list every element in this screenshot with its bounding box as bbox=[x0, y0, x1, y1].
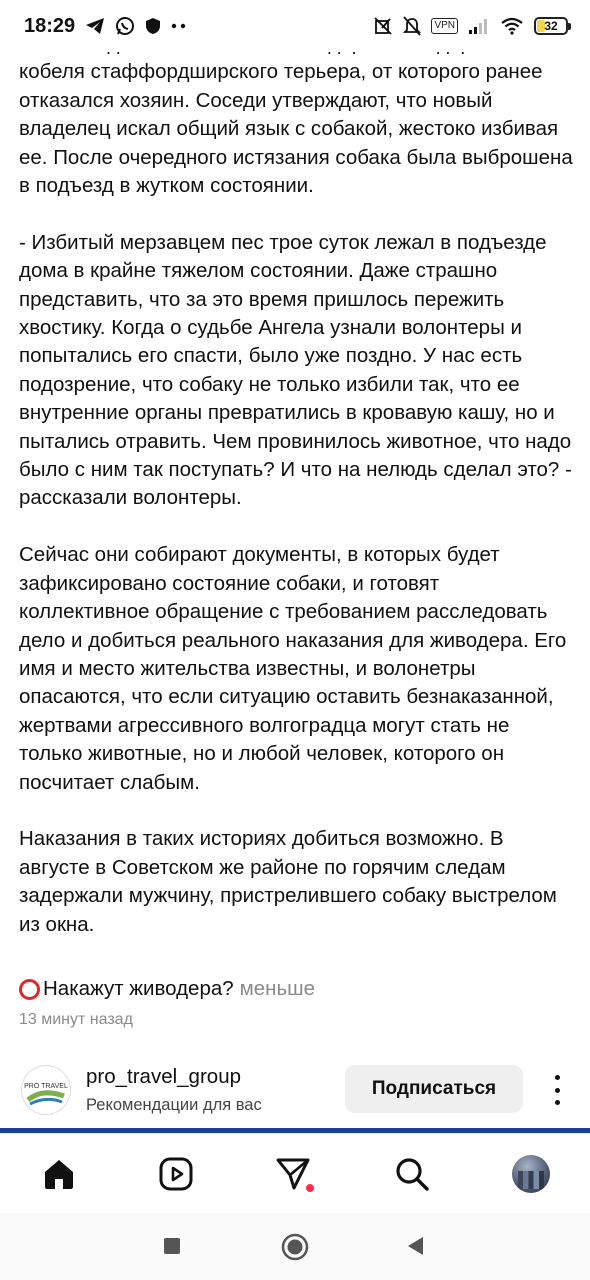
search-icon[interactable] bbox=[392, 1154, 432, 1194]
suggested-account bbox=[0, 1055, 590, 1127]
system-nav-bar bbox=[0, 1213, 590, 1280]
recents-button[interactable] bbox=[163, 1237, 181, 1255]
home-button[interactable] bbox=[281, 1233, 309, 1261]
notification-dot bbox=[306, 1184, 314, 1192]
bell-off-icon bbox=[403, 16, 421, 36]
caption-paragraph: Сейчас они собирают документы, в которых будет зафиксировано состояние собаки, и готовят коллективное обращение с требованием расследовать дело и добиться реального наказания для живодера. Его имя и место жительства известны, и волонетры опасаются, что если ситуацию оставить безнаказанной, жертвами агрессивного волгоградца могут стать не только животные, но и любой человек, которого он посчитает слабым. bbox=[19, 543, 567, 794]
caption-question: Накажут живодера? bbox=[43, 977, 234, 1000]
more-dots-icon bbox=[171, 23, 187, 29]
more-options-icon[interactable] bbox=[545, 1075, 569, 1105]
battery-level: 32 bbox=[544, 19, 558, 33]
follow-button[interactable]: Подписаться bbox=[345, 1065, 523, 1113]
wifi-icon bbox=[500, 17, 524, 35]
post-caption bbox=[19, 30, 575, 967]
suggested-account-avatar[interactable] bbox=[21, 1065, 71, 1115]
suggested-account-subtitle: Рекомендации для вас bbox=[86, 1096, 262, 1114]
status-bar bbox=[0, 0, 590, 52]
caption-paragraph: кобеля стаффордширского терьера, от которого ранее отказался хозяин. Соседи утверждают, что новый владелец искал общий язык с собакой, жестоко избивая ее. После очередного истязания собака была выброшена в подъезд в жутком состоянии. bbox=[19, 60, 573, 198]
back-button[interactable] bbox=[405, 1235, 425, 1257]
post-timestamp: 13 минут назад bbox=[19, 1011, 133, 1028]
suggested-account-username[interactable]: pro_travel_group bbox=[86, 1065, 241, 1088]
vpn-icon: VPN bbox=[431, 18, 458, 34]
status-time: 18:29 bbox=[24, 14, 76, 37]
direct-icon[interactable] bbox=[273, 1154, 313, 1194]
caption-question-line bbox=[19, 975, 315, 1003]
caption-paragraph: - Избитый мерзавцем пес трое суток лежал в подъезде дома в крайне тяжелом состоянии. Даже страшно представить, что за это время пришлось пережить хвостику. Когда о судьбе Ангела узнали волонтеры и попытались его спасти, было уже поздно. У нас есть подозрение, что собаку не только избили так, что ее внутренние органы превратились в кровавую кашу, но и пытались отравить. Чем провинилось животное, что надо было с ним так поступать? И что на нелюдь сделал это? - рассказали волонтеры. bbox=[19, 230, 572, 510]
whatsapp-icon bbox=[115, 16, 135, 36]
telegram-icon bbox=[85, 17, 105, 35]
reels-icon[interactable] bbox=[156, 1154, 196, 1194]
edit-off-icon bbox=[373, 16, 393, 36]
bottom-nav bbox=[0, 1133, 590, 1213]
svg-text:PRO TRAVEL: PRO TRAVEL bbox=[24, 1083, 68, 1090]
profile-avatar[interactable] bbox=[511, 1154, 551, 1194]
less-link[interactable]: меньше bbox=[239, 977, 315, 1000]
home-icon[interactable] bbox=[39, 1154, 79, 1194]
red-circle-icon bbox=[19, 979, 40, 1000]
battery-icon bbox=[534, 17, 568, 35]
shield-icon bbox=[145, 17, 161, 35]
caption-paragraph: Наказания в таких историях добиться возможно. В августе в Советском же районе по горячим следам задержали мужчину, пристрелившего собаку выстрелом из окна. bbox=[19, 827, 557, 936]
signal-icon bbox=[468, 17, 490, 35]
